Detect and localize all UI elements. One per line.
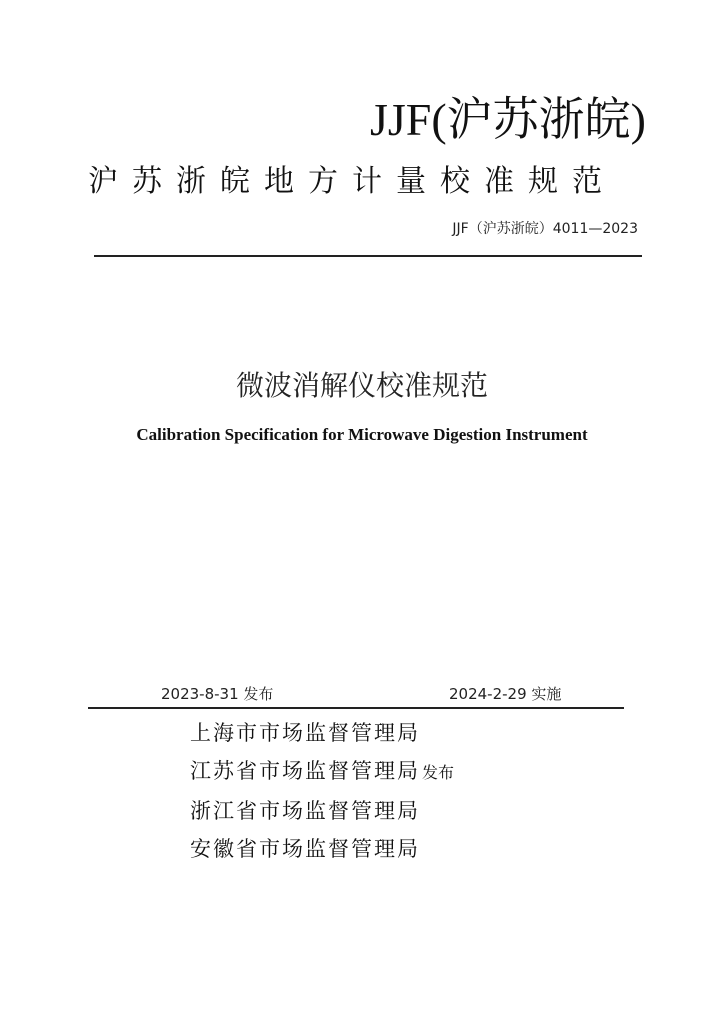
bottom-divider	[88, 707, 624, 709]
issue-word: 发布	[422, 763, 455, 782]
publish-date: 2023-8-31 发布	[161, 685, 274, 703]
document-number: JJF（沪苏浙皖）4011—2023	[452, 221, 638, 237]
standard-code: JJF(沪苏浙皖)	[369, 94, 646, 145]
issuer-list	[190, 714, 454, 868]
issuer-shanghai: 上海市市场监督管理局	[190, 721, 420, 745]
issuer-jiangsu: 江苏省市场监督管理局	[190, 759, 420, 783]
title-chinese: 微波消解仪校准规范	[235, 369, 488, 402]
issuer-jiangsu-row	[190, 752, 454, 792]
standard-category: 沪苏浙皖地方计量校准规范	[88, 164, 616, 199]
top-divider	[94, 255, 642, 257]
issuer-zhejiang: 浙江省市场监督管理局	[190, 799, 420, 823]
issuer-anhui: 安徽省市场监督管理局	[190, 837, 420, 861]
implementation-date: 2024-2-29 实施	[449, 685, 562, 703]
title-english: Calibration Specification for Microwave Digestion Instrument	[136, 425, 588, 444]
